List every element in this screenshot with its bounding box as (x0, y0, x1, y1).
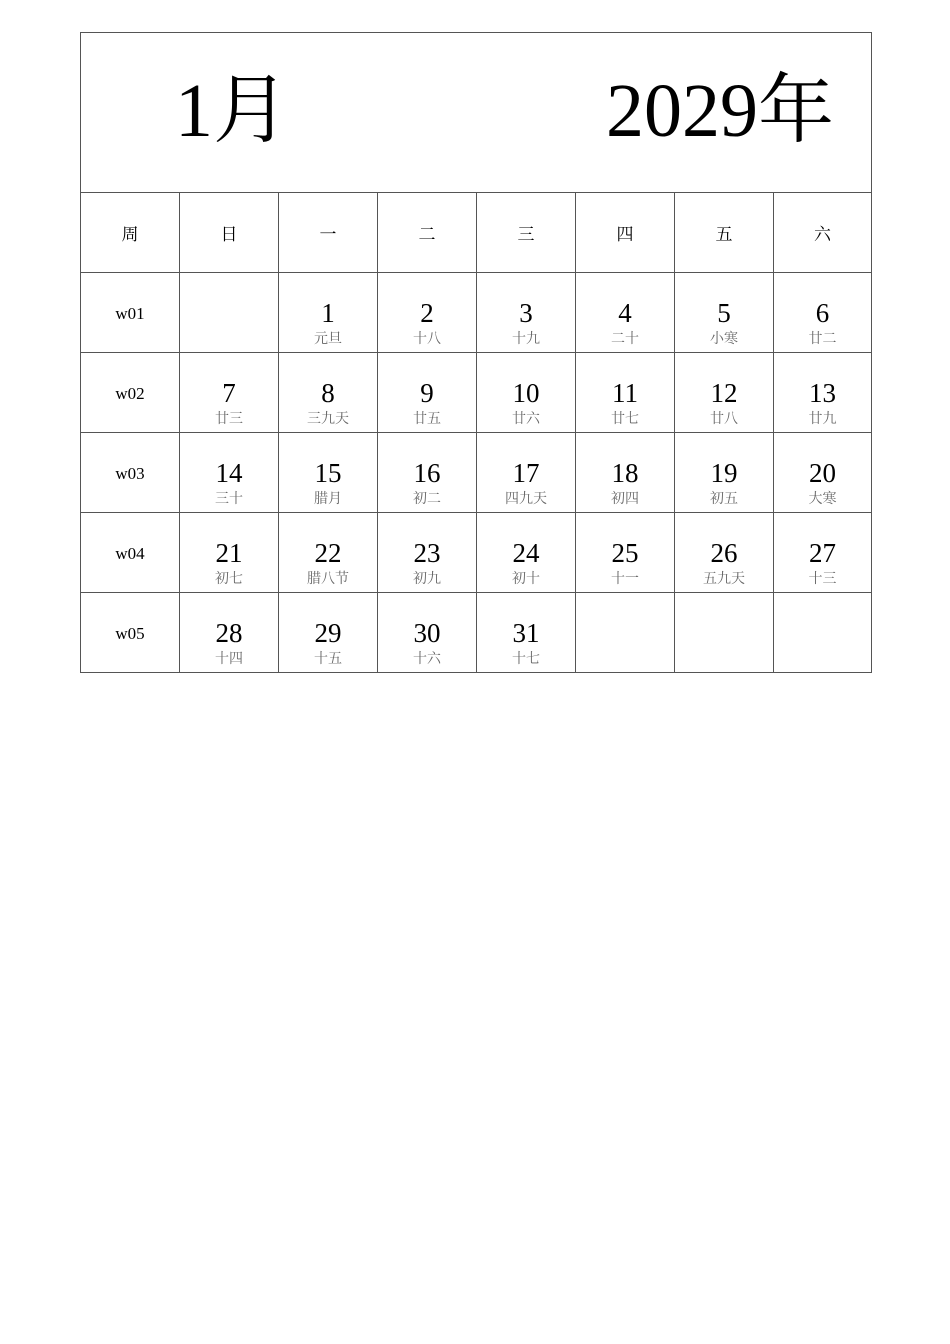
day-number: 20 (809, 458, 836, 488)
lunar-date: 廿九 (808, 411, 837, 427)
day-number: 28 (215, 618, 243, 648)
lunar-date: 廿二 (808, 331, 837, 347)
day-number: 23 (413, 538, 441, 568)
day-cell (675, 273, 774, 353)
lunar-date: 初九 (413, 571, 441, 587)
weekday-week: 周 (81, 193, 180, 273)
day-cell (774, 353, 872, 433)
week-number: w03 (81, 433, 180, 513)
day-cell (477, 353, 576, 433)
day-number: 2 (420, 298, 434, 328)
week-row (81, 593, 872, 673)
lunar-date: 廿七 (611, 411, 639, 427)
day-number: 10 (512, 378, 540, 408)
day-cell (279, 513, 378, 593)
day-cell (279, 593, 378, 673)
empty-day-cell (774, 593, 872, 673)
lunar-date: 初五 (710, 491, 738, 507)
weekday-thu: 四 (576, 193, 675, 273)
day-cell (576, 433, 675, 513)
day-number: 3 (519, 298, 533, 328)
lunar-date: 大寒 (808, 491, 837, 507)
lunar-date: 初四 (611, 491, 639, 507)
day-number: 17 (512, 458, 540, 488)
weekday-header-row (81, 193, 872, 273)
lunar-date: 廿三 (215, 411, 243, 427)
day-cell (576, 273, 675, 353)
week-number: w04 (81, 513, 180, 593)
day-number: 4 (618, 298, 632, 328)
day-number: 5 (717, 298, 731, 328)
day-number: 21 (215, 538, 243, 568)
day-number: 27 (809, 538, 836, 568)
day-cell (378, 433, 477, 513)
day-cell (279, 273, 378, 353)
weeks-body (81, 273, 872, 673)
weekday-sun: 日 (180, 193, 279, 273)
day-cell (180, 593, 279, 673)
day-cell (774, 513, 872, 593)
lunar-date: 十四 (215, 651, 243, 667)
day-cell (774, 433, 872, 513)
lunar-date: 腊月 (314, 491, 342, 507)
week-row (81, 513, 872, 593)
day-number: 13 (809, 378, 836, 408)
day-cell (477, 273, 576, 353)
day-cell (576, 353, 675, 433)
lunar-date: 三十 (215, 491, 243, 507)
lunar-date: 廿五 (413, 411, 441, 427)
week-row (81, 433, 872, 513)
lunar-date: 十五 (314, 651, 342, 667)
month-label: 1月 (175, 69, 289, 153)
lunar-date: 二十 (611, 331, 639, 347)
day-number: 24 (512, 538, 540, 568)
day-number: 8 (321, 378, 335, 408)
day-cell (675, 513, 774, 593)
day-number: 25 (611, 538, 639, 568)
day-cell (378, 273, 477, 353)
day-number: 26 (710, 538, 738, 568)
day-cell (180, 433, 279, 513)
empty-day-cell (180, 273, 279, 353)
calendar-table (80, 32, 872, 673)
lunar-date: 腊八节 (307, 571, 349, 587)
lunar-date: 十九 (512, 331, 540, 347)
day-cell (774, 273, 872, 353)
day-cell (180, 353, 279, 433)
lunar-date: 廿八 (710, 411, 738, 427)
day-number: 16 (413, 458, 441, 488)
lunar-date: 初二 (413, 491, 441, 507)
lunar-date: 十七 (512, 651, 540, 667)
day-cell (180, 513, 279, 593)
weekday-mon: 一 (279, 193, 378, 273)
day-cell (675, 353, 774, 433)
day-cell (477, 513, 576, 593)
day-number: 14 (215, 458, 243, 488)
day-number: 11 (612, 378, 638, 408)
lunar-date: 初七 (215, 571, 243, 587)
weekday-wed: 三 (477, 193, 576, 273)
lunar-date: 四九天 (505, 491, 547, 507)
empty-day-cell (675, 593, 774, 673)
lunar-date: 十六 (413, 651, 441, 667)
day-cell (378, 353, 477, 433)
day-number: 9 (420, 378, 434, 408)
empty-day-cell (576, 593, 675, 673)
day-cell (576, 513, 675, 593)
year-label: 2029年 (606, 69, 834, 153)
day-cell (279, 353, 378, 433)
lunar-date: 三九天 (307, 411, 349, 427)
lunar-date: 十八 (413, 331, 441, 347)
weekday-fri: 五 (675, 193, 774, 273)
day-cell (477, 593, 576, 673)
week-number: w01 (81, 273, 180, 353)
day-number: 18 (611, 458, 639, 488)
weekday-sat: 六 (774, 193, 872, 273)
week-number: w05 (81, 593, 180, 673)
day-number: 29 (314, 618, 342, 648)
day-number: 22 (314, 538, 342, 568)
day-cell (378, 593, 477, 673)
day-cell (477, 433, 576, 513)
weekday-tue: 二 (378, 193, 477, 273)
week-row (81, 273, 872, 353)
week-number: w02 (81, 353, 180, 433)
lunar-date: 元旦 (314, 331, 342, 347)
day-number: 1 (321, 298, 335, 328)
lunar-date: 十三 (808, 571, 837, 587)
calendar-header (81, 33, 872, 193)
day-cell (378, 513, 477, 593)
week-row (81, 353, 872, 433)
day-number: 30 (413, 618, 441, 648)
day-number: 6 (815, 298, 830, 328)
lunar-date: 十一 (611, 571, 639, 587)
day-number: 7 (222, 378, 236, 408)
lunar-date: 廿六 (512, 411, 540, 427)
lunar-date: 小寒 (710, 331, 738, 347)
day-cell (675, 433, 774, 513)
lunar-date: 初十 (512, 571, 540, 587)
day-number: 12 (710, 378, 738, 408)
day-number: 31 (512, 618, 540, 648)
day-number: 19 (710, 458, 738, 488)
day-cell (279, 433, 378, 513)
lunar-date: 五九天 (703, 571, 745, 587)
day-number: 15 (314, 458, 342, 488)
